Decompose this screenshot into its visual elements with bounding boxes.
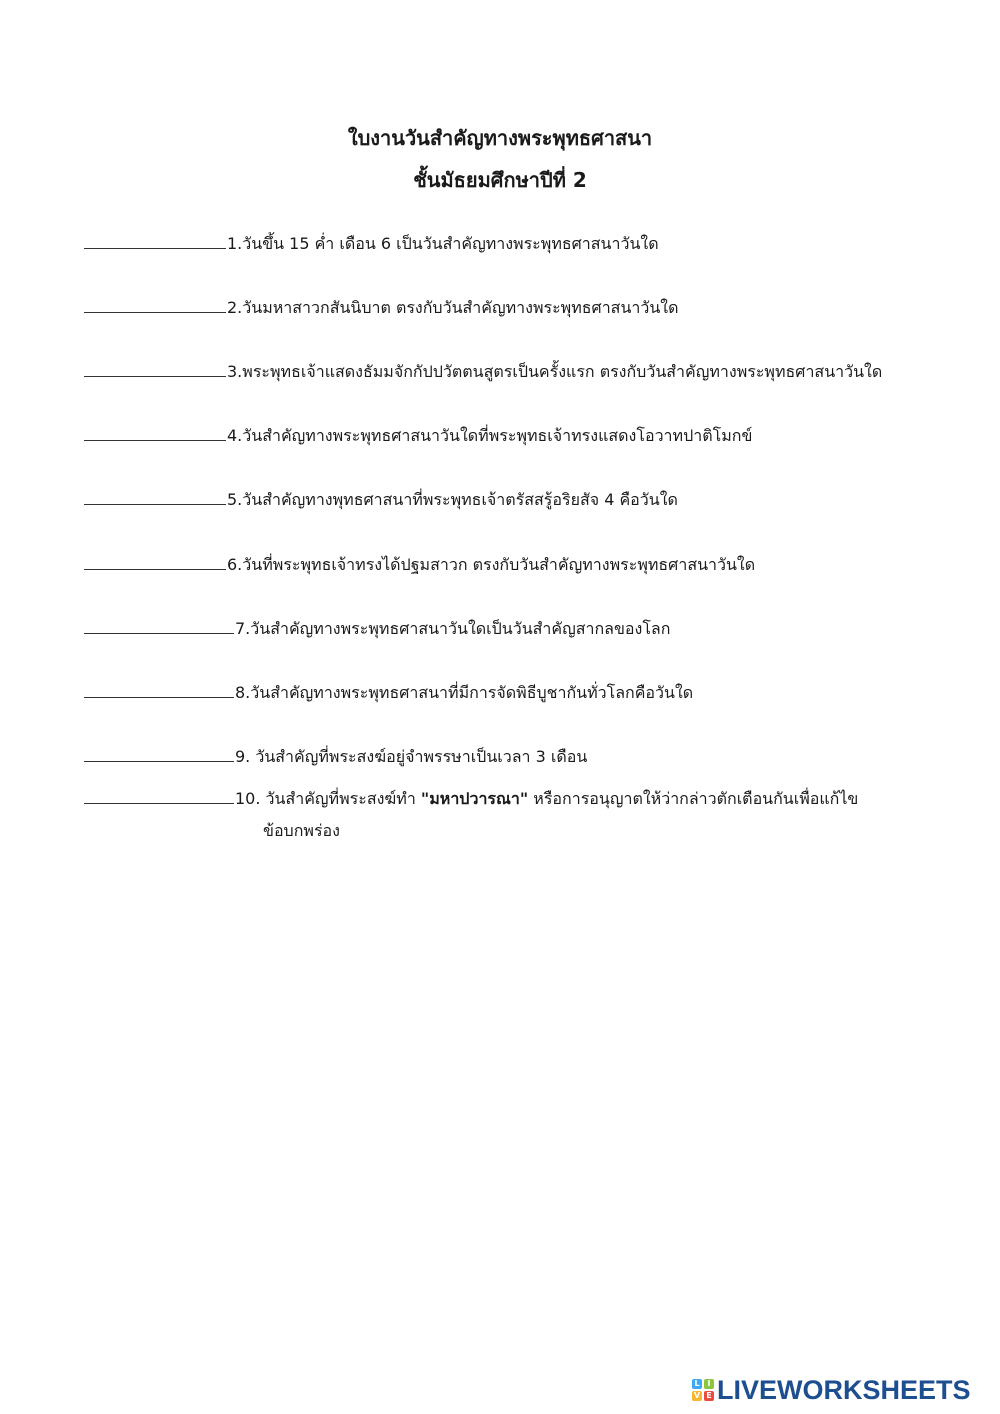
question-10-keyword: "มหาปวารณา" — [420, 789, 529, 808]
question-9 — [84, 743, 964, 769]
logo-text: LIVEWORKSHEETS — [717, 1374, 971, 1405]
logo-tiles-icon — [692, 1379, 714, 1401]
question-8-text: 8.วันสำคัญทางพระพุทธศาสนาที่มีการจัดพิธีบูชากันทั่วโลกคือวันใด — [235, 683, 694, 702]
question-3-text: 3.พระพุทธเจ้าแสดงธัมมจักกัปปวัตตนสูตรเป็นครั้งแรก ตรงกับวันสำคัญทางพระพุทธศาสนาวันใด — [227, 362, 883, 381]
liveworksheets-logo — [692, 1374, 971, 1406]
answer-blank-1[interactable] — [84, 230, 226, 249]
question-3 — [84, 358, 964, 384]
question-10-text — [235, 789, 858, 808]
answer-blank-5[interactable] — [84, 486, 226, 505]
answer-blank-9[interactable] — [84, 743, 234, 762]
logo-tile-v: V — [693, 1391, 701, 1400]
answer-blank-4[interactable] — [84, 422, 226, 441]
question-2 — [84, 294, 964, 320]
question-6 — [84, 551, 964, 577]
worksheet-title: ใบงานวันสำคัญทางพระพุทธศาสนา — [347, 126, 653, 150]
answer-blank-6[interactable] — [84, 551, 226, 570]
answer-blank-7[interactable] — [84, 615, 234, 634]
question-9-text: 9. วันสำคัญที่พระสงฆ์อยู่จำพรรษาเป็นเวลา 3 เดือน — [235, 747, 588, 766]
question-10-text-after: หรือการอนุญาตให้ว่ากล่าวตักเตือนกันเพื่อแก้ไข — [528, 789, 859, 808]
question-10 — [84, 785, 964, 811]
question-6-text: 6.วันที่พระพุทธเจ้าทรงได้ปฐมสาวก ตรงกับวันสำคัญทางพระพุทธศาสนาวันใด — [227, 555, 756, 574]
answer-blank-10[interactable] — [84, 785, 234, 804]
answer-blank-2[interactable] — [84, 294, 226, 313]
question-4-text: 4.วันสำคัญทางพระพุทธศาสนาวันใดที่พระพุทธเจ้าทรงแสดงโอวาทปาติโมกข์ — [227, 426, 753, 445]
question-1 — [84, 230, 964, 256]
answer-blank-3[interactable] — [84, 358, 226, 377]
question-5 — [84, 486, 964, 512]
question-5-text: 5.วันสำคัญทางพุทธศาสนาที่พระพุทธเจ้าตรัสสรู้อริยสัจ 4 คือวันใด — [227, 490, 678, 509]
answer-blank-8[interactable] — [84, 679, 234, 698]
question-8 — [84, 679, 964, 705]
worksheet-subtitle: ชั้นมัธยมศึกษาปีที่ 2 — [413, 168, 587, 192]
question-1-text: 1.วันขึ้น 15 ค่ำ เดือน 6 เป็นวันสำคัญทางพระพุทธศาสนาวันใด — [227, 234, 659, 253]
logo-tile-e: E — [704, 1391, 714, 1401]
question-4 — [84, 422, 964, 448]
question-7-text: 7.วันสำคัญทางพระพุทธศาสนาวันใดเป็นวันสำคัญสากลของโลก — [235, 619, 671, 638]
logo-tile-i: I — [704, 1379, 714, 1389]
question-10-continuation: ข้อบกพร่อง — [263, 821, 340, 840]
question-2-text: 2.วันมหาสาวกสันนิบาต ตรงกับวันสำคัญทางพระพุทธศาสนาวันใด — [227, 298, 679, 317]
question-10-text-before: 10. วันสำคัญที่พระสงฆ์ทำ — [235, 789, 421, 808]
logo-tile-l: L — [692, 1379, 702, 1389]
question-7 — [84, 615, 964, 641]
